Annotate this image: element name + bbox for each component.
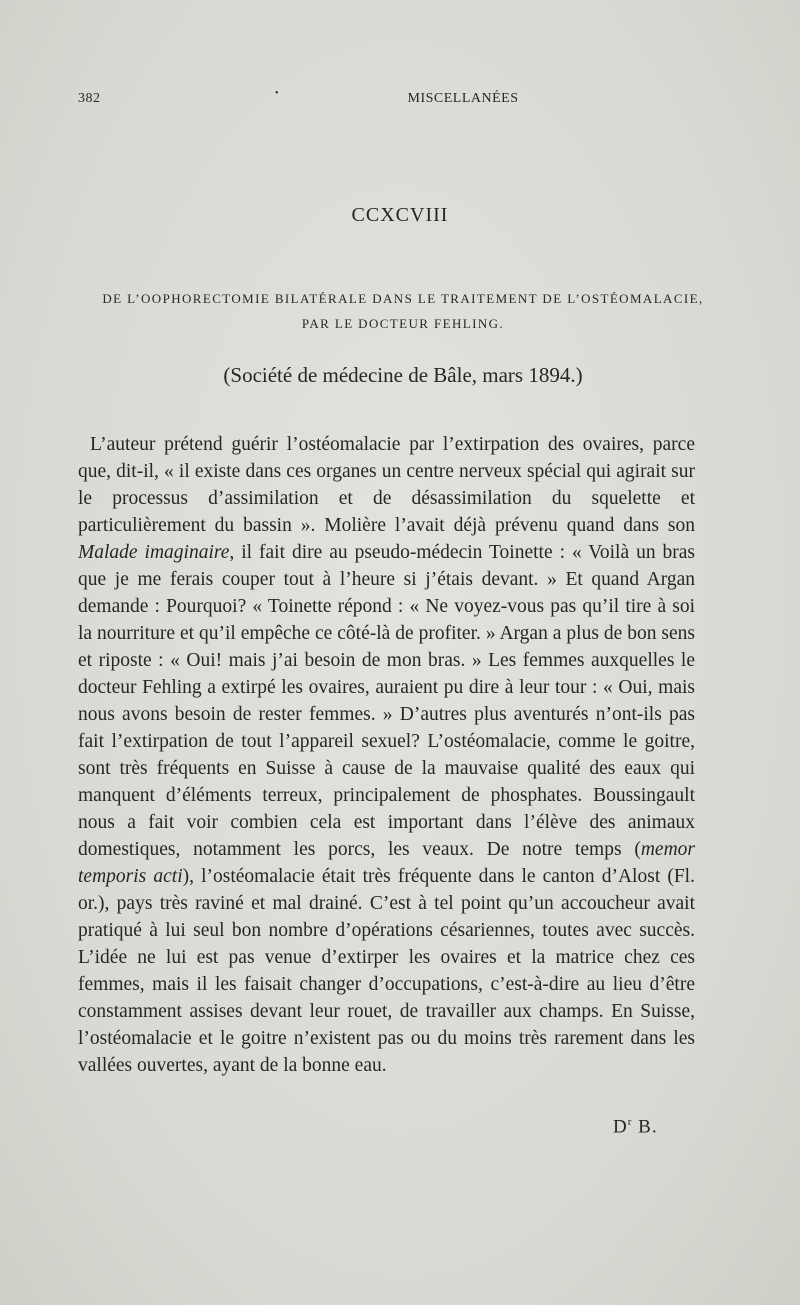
article-title-line-2: PAR LE DOCTEUR FEHLING. (301, 316, 505, 331)
body-text-part-3: ), l’ostéomalacie était très fréquente dans le canton d’Alost (Fl. or.), pays très raviné et mal drainé. C’est à tel point qu’un accoucheur avait pratiqué à lui seul bon nombre d’opérations césariennes, toutes avec succès. L’idée ne lui est pas venue d’extirper les ovaires et la matrice chez ces femmes, mais il les faisait changer d’occupations, c’est-à-dire au lieu d’être constamment assises devant leur rouet, de travailler aux champs. En Suisse, l’ostéomalacie et le goitre n’existent pas ou du moins très rarement dans les vallées ouvertes, ayant de la bonne eau. (78, 866, 695, 1076)
chapter-number: CCXCVIII (351, 204, 449, 226)
signature-superscript: r (627, 1116, 633, 1128)
article-title-line-1: DE L’OOPHORECTOMIE BILATÉRALE DANS LE TRAITEMENT DE L’OSTÉOMALACIE, (102, 291, 704, 306)
printer-mark: • (275, 88, 280, 99)
page-number: 382 (78, 91, 101, 106)
body-text-part-2: , il fait dire au pseudo-médecin Toinette : « Voilà un bras que je me ferais couper tout à l’heure si j’étais devant. » Et quand Argan demande : Pourquoi? « Toinette répond : « Ne voyez-vous pas qu’il tire à soi la nourriture et qu’il empêche ce côté-là de profiter. » Argan a plus de bon sens et riposte : « Oui! mais j’ai besoin de mon bras. » Les femmes auxquelles le docteur Fehling a extirpé les ovaires, auraient pu dire à leur tour : « Oui, mais nous avons besoin de rester femmes. » D’autres plus aventurés n’ont-ils pas fait l’extirpation de tout l’appareil sexuel? L’ostéomalacie, comme le goitre, sont très fréquents en Suisse à cause de la mauvaise qualité des eaux qui manquent d’éléments terreux, principalement de phosphates. Boussingault nous a fait voir combien cela est important dans l’élève des animaux domestiques, notamment les porcs, les veaux. De notre temps ( (78, 542, 696, 860)
body-italic-phrase: memor temporis acti (78, 839, 695, 887)
body-text-part-1: L’auteur prétend guérir l’ostéomalacie par l’extirpation des ovaires, parce que, dit-il, « il existe dans ces organes un centre nerveux spécial qui agirait sur le processus d’assimilation et de désassimilation du squelette et particulièrement du bassin ». Molière l’avait déjà prévenu quand dans son (78, 434, 695, 536)
signature-prefix: D (613, 1116, 628, 1138)
page-header (78, 88, 698, 111)
article-title (78, 286, 728, 336)
running-head: MISCELLANÉES (407, 91, 519, 106)
article-body (78, 431, 695, 1079)
body-italic-title: Malade imaginaire (78, 542, 230, 563)
article-source: (Société de médecine de Bâle, mars 1894.) (223, 363, 583, 387)
author-signature (613, 1116, 658, 1138)
signature-name: B. (632, 1116, 658, 1138)
